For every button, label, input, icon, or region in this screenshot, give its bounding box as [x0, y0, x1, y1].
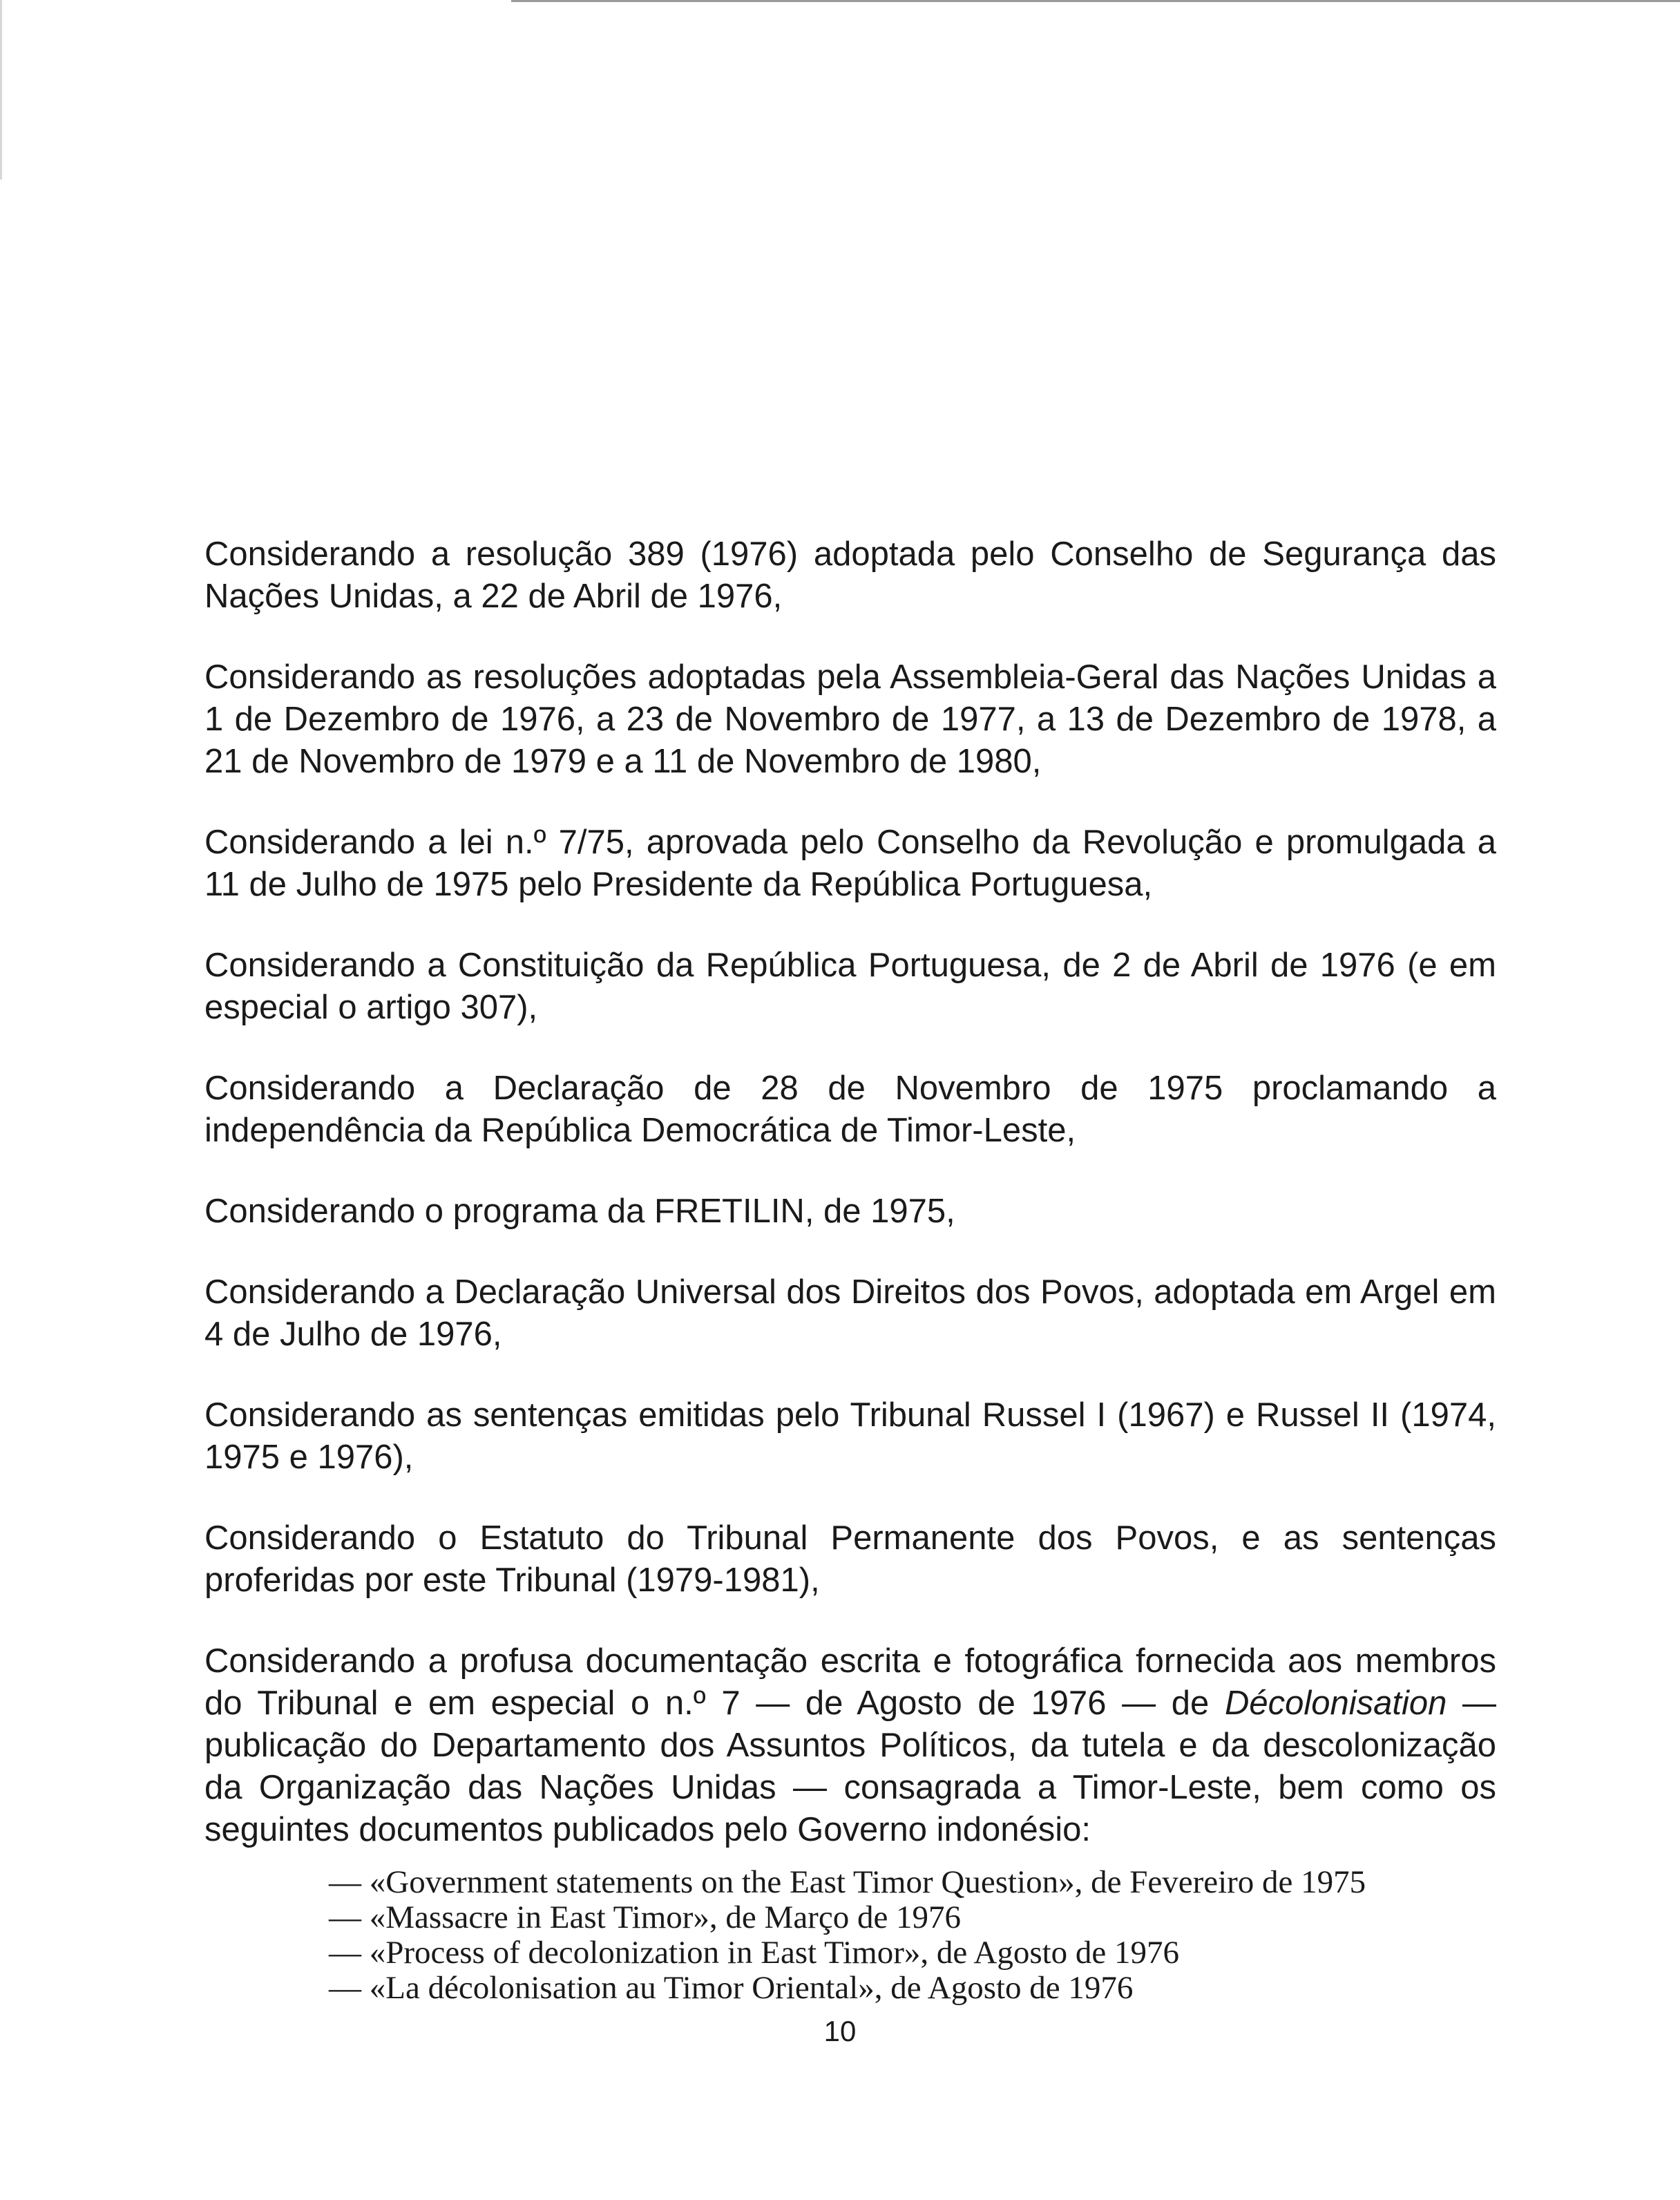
document-body — [204, 533, 1496, 2006]
paragraph-general-assembly-resolutions: Considerando as resoluções adoptadas pela Assembleia-Geral das Nações Unidas a 1 de Dezembro de 1976, a 23 de Novembro de 1977, a 13 de Dezembro de 1978, a 21 de Novembro de 1979 e a 11 de Novembro de 1980, — [204, 658, 1496, 780]
documentation-text-start: Considerando a profusa documentação escrita e fotográfica fornecida aos membros do Tribunal e em especial o n.º 7 — de Agosto de 1976 — de — [204, 1642, 1496, 1722]
paragraph-resolution-389: Considerando a resolução 389 (1976) adoptada pelo Conselho de Segurança das Nações Unidas, a 22 de Abril de 1976, — [204, 535, 1496, 615]
paragraph-documentation — [204, 1640, 1496, 1851]
list-item: — «Process of decolonization in East Timor», de Agosto de 1976 — [329, 1935, 1180, 1971]
documentation-text-end: — publicação do Departamento dos Assuntos Políticos, da tutela e da descolonização da Organização das Nações Unidas — consagrada a Timor-Leste, bem como os seguintes documentos publicados pelo Governo indonésio: — [204, 1685, 1496, 1848]
paragraph-universal-declaration: Considerando a Declaração Universal dos Direitos dos Povos, adoptada em Argel em 4 de Julho de 1976, — [204, 1273, 1496, 1353]
indonesian-documents-list — [329, 1865, 1496, 2006]
paragraph-fretilin-programme: Considerando o programa da FRETILIN, de 1975, — [204, 1193, 955, 1230]
page-number: 10 — [823, 2015, 857, 2047]
list-item: — «Massacre in East Timor», de Março de 1976 — [329, 1899, 962, 1935]
paragraph-russel-tribunal: Considerando as sentenças emitidas pelo Tribunal Russel I (1967) e Russel II (1974, 1975 e 1976), — [204, 1396, 1496, 1476]
paragraph-constitution: Considerando a Constituição da República Portuguesa, de 2 de Abril de 1976 (e em especial o artigo 307), — [204, 947, 1496, 1026]
decolonisation-title: Décolonisation — [1224, 1685, 1447, 1722]
list-item: — «La décolonisation au Timor Oriental», de Agosto de 1976 — [329, 1970, 1134, 2006]
list-item: — «Government statements on the East Timor Question», de Fevereiro de 1975 — [329, 1864, 1366, 1900]
scan-top-rule — [511, 0, 1680, 2]
paragraph-independence-declaration: Considerando a Declaração de 28 de Novembro de 1975 proclamando a independência da República Democrática de Timor-Leste, — [204, 1070, 1496, 1149]
paragraph-law-7-75: Considerando a lei n.º 7/75, aprovada pelo Conselho da Revolução e promulgada a 11 de Julho de 1975 pelo Presidente da República Portuguesa, — [204, 824, 1496, 903]
paragraph-permanent-tribunal: Considerando o Estatuto do Tribunal Permanente dos Povos, e as sentenças proferidas por este Tribunal (1979-1981), — [204, 1519, 1496, 1599]
scan-left-edge — [0, 0, 2, 180]
